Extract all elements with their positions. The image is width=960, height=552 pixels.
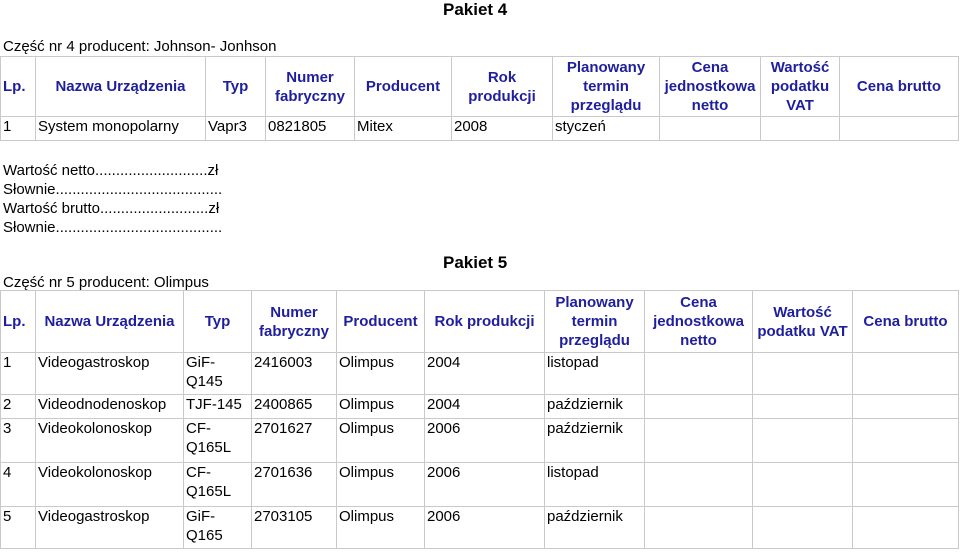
cell-type: Vapr3: [206, 117, 266, 141]
cell-gross: [853, 507, 959, 549]
cell-gross: [853, 419, 959, 463]
summary-block: [3, 161, 222, 237]
cell-unit-price: [645, 353, 753, 395]
cell-serial: 2400865: [252, 395, 337, 419]
cell-vat: [753, 419, 853, 463]
cell-serial: 0821805: [266, 117, 355, 141]
cell-name: System monopolarny: [36, 117, 206, 141]
cell-type: CF-Q165L: [184, 463, 252, 507]
col-header-year: Rok produkcji: [452, 57, 553, 117]
cell-type: TJF-145: [184, 395, 252, 419]
pakiet-4-title: Pakiet 4: [443, 0, 508, 19]
col-header-inspection: Planowany termin przeglądu: [545, 291, 645, 353]
cell-type: CF-Q165L: [184, 419, 252, 463]
cell-unit-price: [645, 395, 753, 419]
cell-producer: Olimpus: [337, 419, 425, 463]
col-header-producer: Producent: [337, 291, 425, 353]
cell-unit-price: [645, 463, 753, 507]
cell-lp: 5: [1, 507, 36, 549]
cell-type: GiF-Q145: [184, 353, 252, 395]
cell-unit-price: [660, 117, 761, 141]
table-row: [1, 419, 959, 463]
col-header-type: Typ: [184, 291, 252, 353]
cell-type: GiF-Q165: [184, 507, 252, 549]
pakiet-5-title: Pakiet 5: [443, 253, 508, 272]
cell-inspection: październik: [545, 419, 645, 463]
gross-value-line: Wartość brutto..........................zł: [3, 200, 220, 217]
cell-year: 2004: [425, 353, 545, 395]
cell-vat: [753, 463, 853, 507]
table-row: [1, 463, 959, 507]
cell-gross: [853, 353, 959, 395]
col-header-name: Nazwa Urządzenia: [36, 291, 184, 353]
cell-name: Videokolonoskop: [36, 463, 184, 507]
col-header-year: Rok produkcji: [425, 291, 545, 353]
col-header-vat: Wartość podatku VAT: [761, 57, 840, 117]
cell-inspection: październik: [545, 395, 645, 419]
cell-year: 2006: [425, 507, 545, 549]
cell-name: Videogastroskop: [36, 353, 184, 395]
cell-producer: Olimpus: [337, 507, 425, 549]
col-header-lp: Lp.: [1, 291, 36, 353]
cell-producer: Olimpus: [337, 353, 425, 395]
cell-lp: 4: [1, 463, 36, 507]
pakiet-4-table: [0, 56, 959, 141]
cell-name: Videokolonoskop: [36, 419, 184, 463]
cell-inspection: styczeń: [553, 117, 660, 141]
cell-lp: 3: [1, 419, 36, 463]
table-row: [1, 395, 959, 419]
words-line: Słownie........................................: [3, 181, 223, 198]
table-header-row: [1, 291, 959, 353]
cell-producer: Olimpus: [337, 395, 425, 419]
col-header-unit-price: Cena jednostkowa netto: [660, 57, 761, 117]
cell-serial: 2703105: [252, 507, 337, 549]
cell-vat: [753, 395, 853, 419]
col-header-producer: Producent: [355, 57, 452, 117]
col-header-gross: Cena brutto: [840, 57, 959, 117]
col-header-inspection: Planowany termin przeglądu: [553, 57, 660, 117]
cell-vat: [753, 353, 853, 395]
cell-serial: 2701636: [252, 463, 337, 507]
cell-unit-price: [645, 507, 753, 549]
cell-lp: 2: [1, 395, 36, 419]
col-header-name: Nazwa Urządzenia: [36, 57, 206, 117]
cell-year: 2008: [452, 117, 553, 141]
cell-serial: 2701627: [252, 419, 337, 463]
cell-inspection: listopad: [545, 463, 645, 507]
cell-vat: [753, 507, 853, 549]
table-row: [1, 117, 959, 141]
pakiet-5-table: [0, 290, 959, 549]
cell-unit-price: [645, 419, 753, 463]
cell-serial: 2416003: [252, 353, 337, 395]
cell-producer: Mitex: [355, 117, 452, 141]
words-line: Słownie........................................: [3, 219, 223, 236]
part-4-label: Część nr 4 producent: Johnson- Jonhson: [3, 38, 277, 55]
cell-lp: 1: [1, 117, 36, 141]
col-header-gross: Cena brutto: [853, 291, 959, 353]
col-header-unit-price: Cena jednostkowa netto: [645, 291, 753, 353]
table-row: [1, 353, 959, 395]
col-header-vat: Wartość podatku VAT: [753, 291, 853, 353]
net-value-line: Wartość netto...........................zł: [3, 162, 219, 179]
col-header-type: Typ: [206, 57, 266, 117]
cell-vat: [761, 117, 840, 141]
cell-gross: [840, 117, 959, 141]
col-header-serial: Numer fabryczny: [266, 57, 355, 117]
cell-producer: Olimpus: [337, 463, 425, 507]
cell-gross: [853, 463, 959, 507]
table-row: [1, 507, 959, 549]
cell-year: 2006: [425, 419, 545, 463]
cell-name: Videogastroskop: [36, 507, 184, 549]
part-5-label: Część nr 5 producent: Olimpus: [3, 274, 209, 291]
cell-year: 2004: [425, 395, 545, 419]
table-header-row: [1, 57, 959, 117]
cell-inspection: listopad: [545, 353, 645, 395]
col-header-lp: Lp.: [1, 57, 36, 117]
cell-name: Videodnodenoskop: [36, 395, 184, 419]
col-header-serial: Numer fabryczny: [252, 291, 337, 353]
cell-lp: 1: [1, 353, 36, 395]
cell-year: 2006: [425, 463, 545, 507]
cell-inspection: październik: [545, 507, 645, 549]
cell-gross: [853, 395, 959, 419]
